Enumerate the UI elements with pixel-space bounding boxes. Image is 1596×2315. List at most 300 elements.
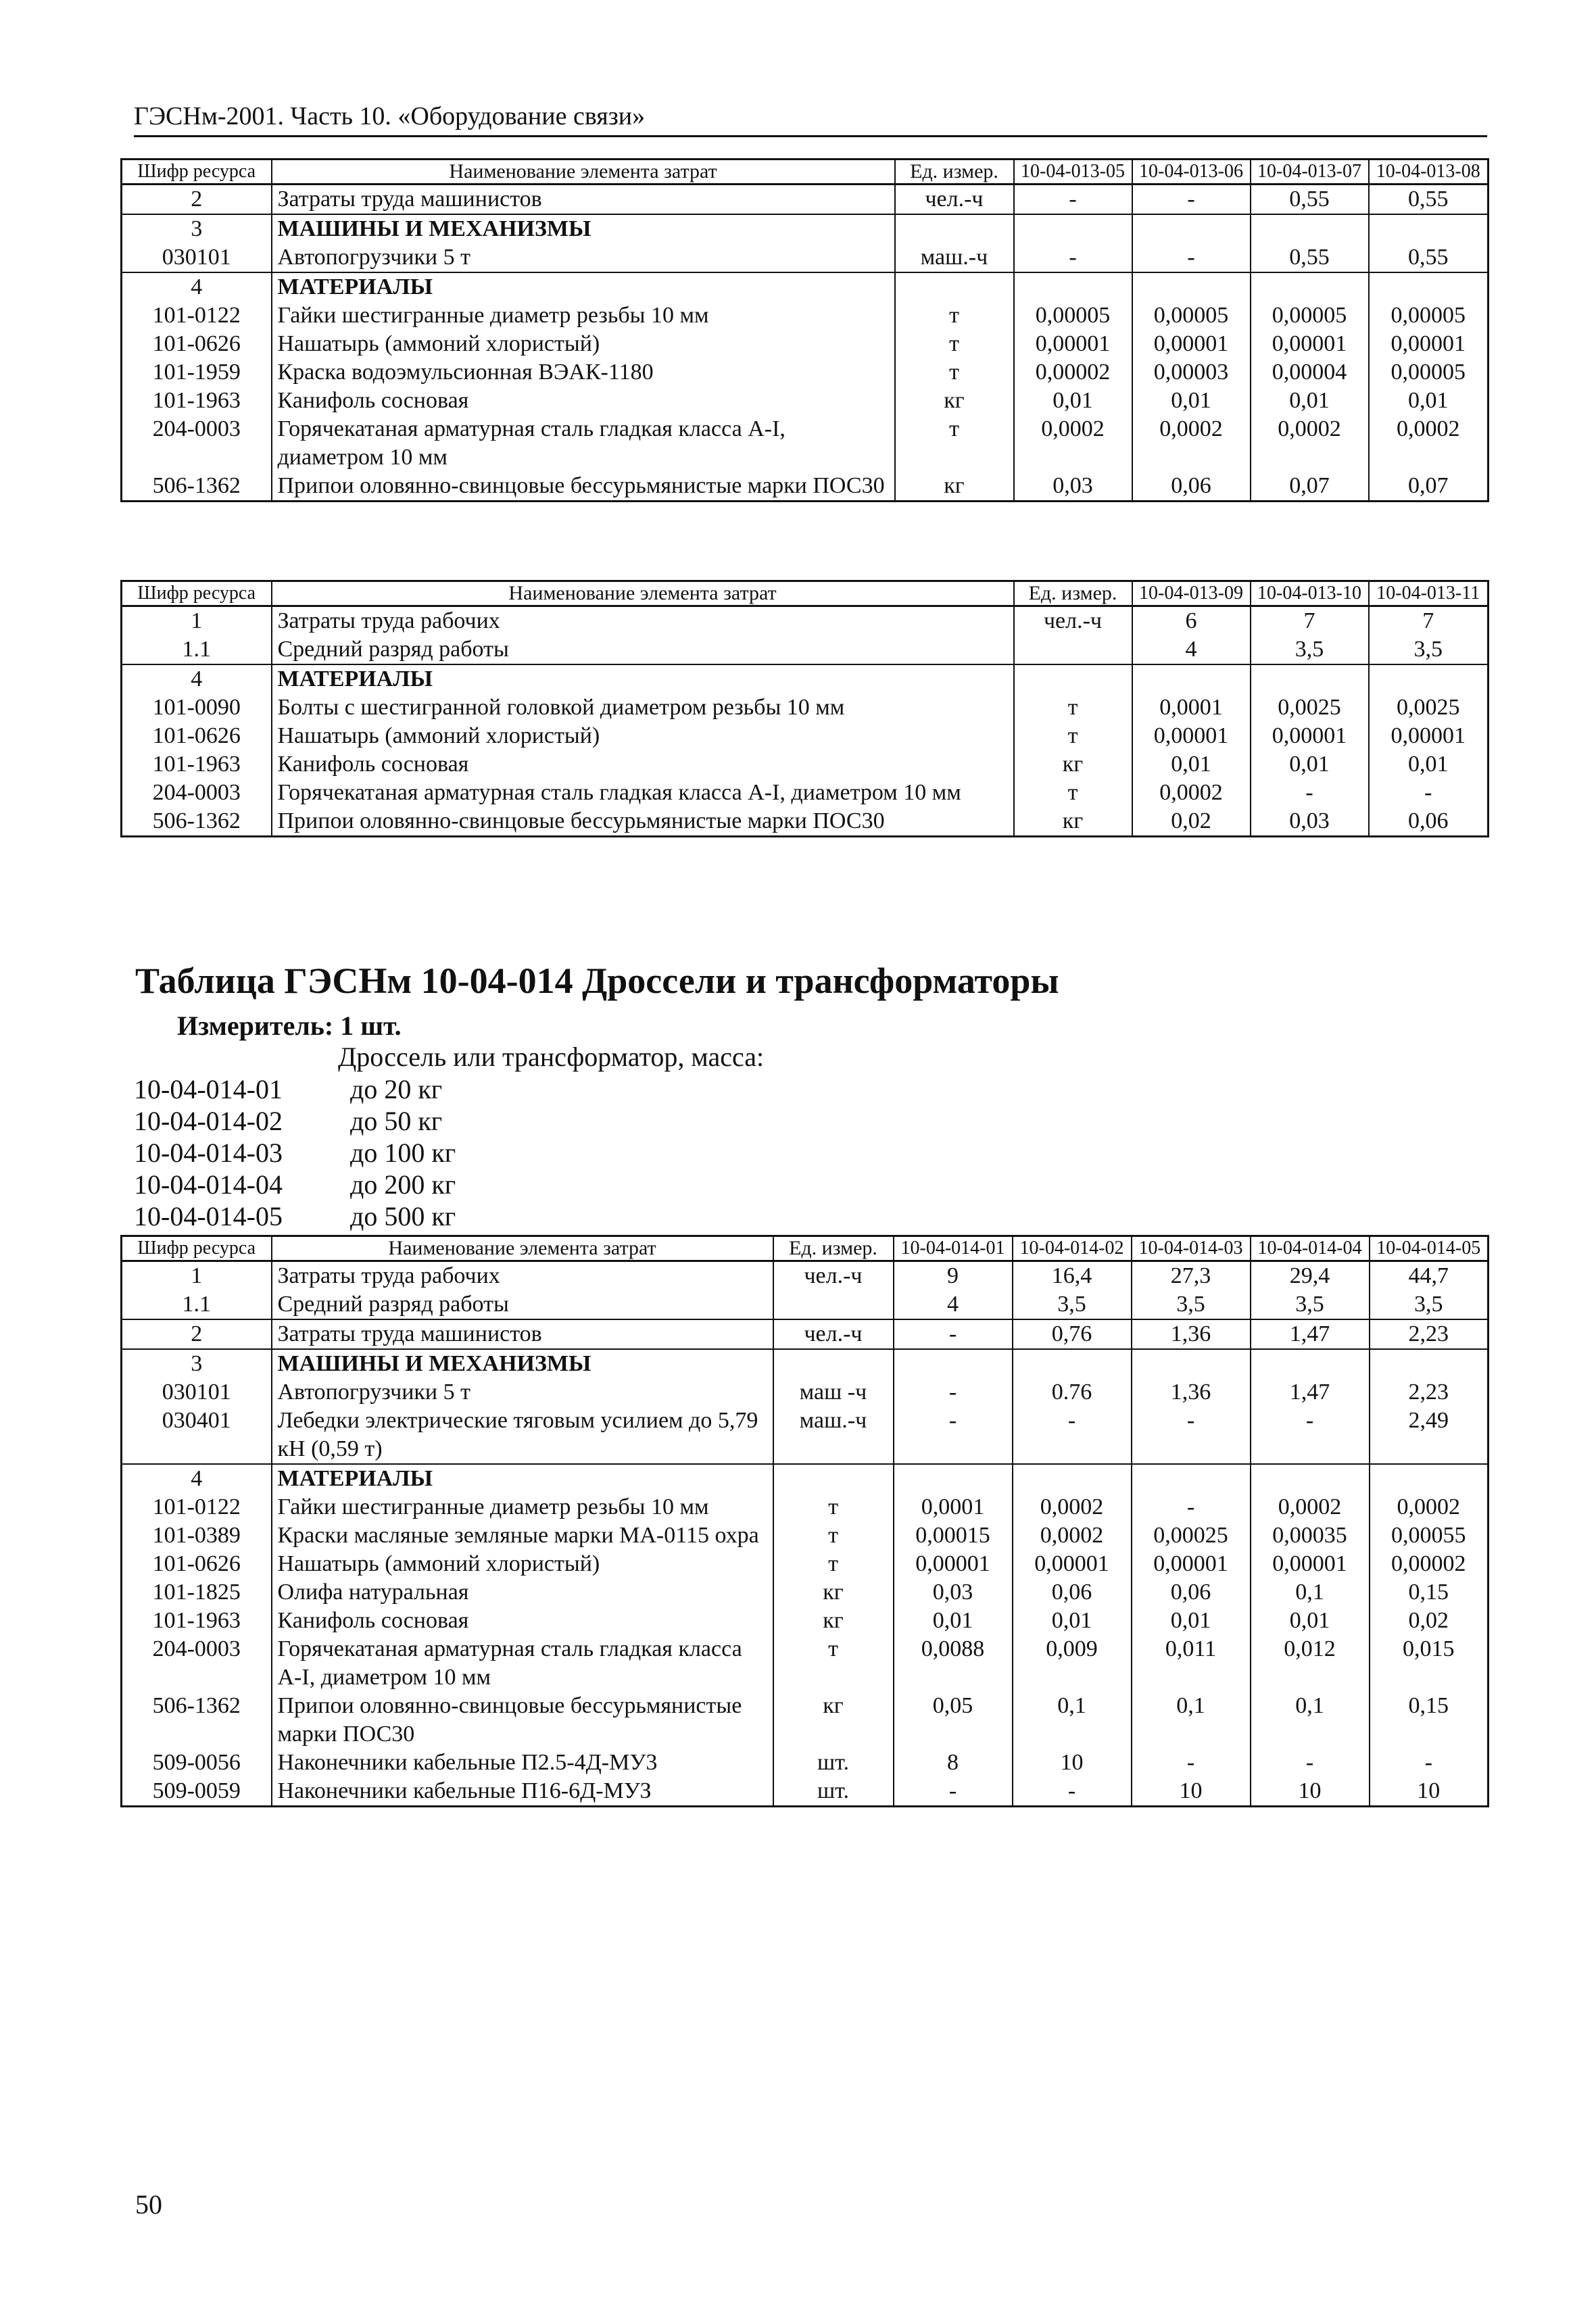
- cell-name: Горячекатаная арматурная сталь гладкая класса А-I, диаметром 10 мм: [272, 779, 1014, 807]
- cell-value: 3,5: [1369, 635, 1489, 664]
- cell-code: 101-0626: [122, 1550, 272, 1578]
- cell-value: -: [1370, 1749, 1489, 1777]
- header-col: 10-04-013-09: [1132, 581, 1251, 606]
- cell-unit: чел.-ч: [773, 1261, 894, 1291]
- cell-unit: т: [1014, 779, 1132, 807]
- cell-unit: [1014, 635, 1132, 664]
- cell-name: Горячекатаная арматурная сталь гладкая класса А-I, диаметром 10 мм: [272, 415, 895, 472]
- cell-value: 3,5: [1370, 1290, 1489, 1319]
- cell-value: 0,06: [1369, 807, 1489, 837]
- table-row: [122, 807, 1489, 837]
- cell-value: 0,76: [1013, 1319, 1132, 1349]
- header-col: 10-04-013-05: [1014, 160, 1132, 185]
- table-row: [122, 185, 1489, 215]
- cell-value: 10: [1370, 1777, 1489, 1807]
- cell-unit: [773, 1349, 894, 1378]
- cell-value: 0,00001: [1251, 1550, 1370, 1578]
- cell-value: 0,0002: [1370, 1493, 1489, 1521]
- header-code: Шифр ресурса: [122, 581, 272, 606]
- cell-name: Гайки шестигранные диаметр резьбы 10 мм: [272, 301, 895, 330]
- cell-value: 0,03: [1014, 472, 1132, 502]
- table-row: [122, 1261, 1489, 1291]
- cell-code: 506-1362: [122, 472, 272, 502]
- cell-name: Краски масляные земляные марки МА-0115 охра: [272, 1521, 773, 1550]
- cell-value: 3,5: [1132, 1290, 1251, 1319]
- cell-value: [1369, 272, 1489, 301]
- cell-value: 0,015: [1370, 1635, 1489, 1692]
- table-row: [122, 1607, 1489, 1635]
- cell-unit: т: [773, 1493, 894, 1521]
- cell-code: 509-0059: [122, 1777, 272, 1807]
- cell-value: 0,00001: [1369, 330, 1489, 358]
- cell-code: 204-0003: [122, 1635, 272, 1692]
- header-col: 10-04-013-11: [1369, 581, 1489, 606]
- cell-value: 0,01: [1132, 1607, 1251, 1635]
- cell-value: 0,00001: [1369, 722, 1489, 750]
- variant-code: 10-04-014-05: [134, 1201, 283, 1232]
- cell-name: Затраты труда машинистов: [272, 185, 895, 215]
- cell-value: 0,0002: [1014, 415, 1132, 472]
- table-row: [122, 1521, 1489, 1550]
- cell-value: 0,1: [1251, 1692, 1370, 1749]
- table-row: [122, 301, 1489, 330]
- table-row: [122, 606, 1489, 636]
- cell-value: 0,1: [1132, 1692, 1251, 1749]
- cell-value: 0,02: [1370, 1607, 1489, 1635]
- variant-desc: до 50 кг: [350, 1106, 443, 1136]
- cell-value: [1251, 664, 1369, 693]
- running-header: ГЭСНм-2001. Часть 10. «Оборудование связи»: [134, 101, 1487, 137]
- cell-value: 10: [1251, 1777, 1370, 1807]
- table-row: [122, 1749, 1489, 1777]
- cell-unit: кг: [1014, 750, 1132, 779]
- cell-value: 0,01: [1251, 387, 1369, 415]
- cell-name: Канифоль сосновая: [272, 1607, 773, 1635]
- cell-value: 0,0088: [894, 1635, 1013, 1692]
- cell-value: [1013, 1349, 1132, 1378]
- cell-value: 0,0025: [1369, 693, 1489, 722]
- cell-value: 3,5: [1013, 1290, 1132, 1319]
- variant-item: [134, 1073, 456, 1105]
- cell-code: 506-1362: [122, 1692, 272, 1749]
- cell-unit: чел.-ч: [1014, 606, 1132, 636]
- cell-code: 101-0626: [122, 722, 272, 750]
- header-col: 10-04-013-10: [1251, 581, 1369, 606]
- cell-name: Канифоль сосновая: [272, 750, 1014, 779]
- cell-value: 0,01: [1251, 750, 1369, 779]
- resource-table-013-09-11: [120, 580, 1489, 837]
- cell-value: 0,00002: [1370, 1550, 1489, 1578]
- cell-value: 0,00001: [1251, 722, 1369, 750]
- header-col: 10-04-014-05: [1370, 1236, 1489, 1261]
- header-col: 10-04-013-07: [1251, 160, 1369, 185]
- cell-code: 030401: [122, 1407, 272, 1464]
- table-row: [122, 1550, 1489, 1578]
- cell-value: 0,01: [1251, 1607, 1370, 1635]
- cell-name: Затраты труда рабочих: [272, 606, 1014, 636]
- cell-value: -: [1132, 185, 1251, 215]
- cell-code: 101-1959: [122, 358, 272, 387]
- cell-unit: [1014, 664, 1132, 693]
- cell-value: 0,15: [1370, 1692, 1489, 1749]
- cell-name: Наконечники кабельные П16-6Д-МУЗ: [272, 1777, 773, 1807]
- cell-value: -: [1013, 1407, 1132, 1464]
- cell-section-name: МАТЕРИАЛЫ: [272, 272, 895, 301]
- cell-name: Автопогрузчики 5 т: [272, 1378, 773, 1407]
- cell-value: 0,0002: [1132, 415, 1251, 472]
- cell-value: [1132, 214, 1251, 243]
- cell-value: 0,00003: [1132, 358, 1251, 387]
- cell-code: 1: [122, 1261, 272, 1291]
- cell-unit: т: [773, 1635, 894, 1692]
- cell-value: 3,5: [1251, 1290, 1370, 1319]
- cell-value: 9: [894, 1261, 1013, 1291]
- header-code: Шифр ресурса: [122, 1236, 272, 1261]
- cell-value: 3,5: [1251, 635, 1369, 664]
- table-row: [122, 214, 1489, 243]
- table-row: [122, 1578, 1489, 1607]
- cell-value: [1369, 214, 1489, 243]
- cell-value: [1132, 272, 1251, 301]
- cell-code: 204-0003: [122, 415, 272, 472]
- cell-value: 0,00002: [1014, 358, 1132, 387]
- cell-unit: [773, 1464, 894, 1493]
- cell-code: 101-0122: [122, 301, 272, 330]
- cell-code: 1.1: [122, 635, 272, 664]
- page-number: 50: [135, 2189, 162, 2220]
- table-row: [122, 387, 1489, 415]
- cell-value: 10: [1132, 1777, 1251, 1807]
- cell-value: 0,00001: [1132, 722, 1251, 750]
- header-col: 10-04-014-02: [1013, 1236, 1132, 1261]
- cell-code: 4: [122, 1464, 272, 1493]
- table-header-row: [122, 581, 1489, 606]
- table-row: [122, 272, 1489, 301]
- header-col: 10-04-013-08: [1369, 160, 1489, 185]
- cell-code: 204-0003: [122, 779, 272, 807]
- header-code: Шифр ресурса: [122, 160, 272, 185]
- cell-section-name: МАТЕРИАЛЫ: [272, 1464, 773, 1493]
- cell-unit: [895, 272, 1014, 301]
- cell-value: 4: [894, 1290, 1013, 1319]
- cell-name: Наконечники кабельные П2.5-4Д-МУ3: [272, 1749, 773, 1777]
- cell-code: 2: [122, 1319, 272, 1349]
- cell-value: 0,01: [1014, 387, 1132, 415]
- cell-unit: маш -ч: [773, 1378, 894, 1407]
- cell-code: 030101: [122, 243, 272, 272]
- variant-item: [134, 1105, 456, 1137]
- cell-value: 0,00005: [1132, 301, 1251, 330]
- cell-value: -: [894, 1407, 1013, 1464]
- variant-code: 10-04-014-01: [134, 1074, 283, 1104]
- cell-name: Автопогрузчики 5 т: [272, 243, 895, 272]
- cell-value: 0,03: [1251, 807, 1369, 837]
- cell-name: Канифоль сосновая: [272, 387, 895, 415]
- cell-value: 2,23: [1370, 1319, 1489, 1349]
- cell-value: 0,0001: [894, 1493, 1013, 1521]
- cell-value: -: [894, 1777, 1013, 1807]
- cell-section-name: МАТЕРИАЛЫ: [272, 664, 1014, 693]
- cell-value: 44,7: [1370, 1261, 1489, 1291]
- cell-value: [1251, 214, 1369, 243]
- cell-value: 0,0001: [1132, 693, 1251, 722]
- table-row: [122, 330, 1489, 358]
- variant-code: 10-04-014-02: [134, 1106, 283, 1136]
- cell-name: Припои оловянно-свинцовые бессурьмянистые марки ПОС30: [272, 472, 895, 502]
- table-row: [122, 1319, 1489, 1349]
- cell-value: -: [1014, 185, 1132, 215]
- cell-value: 0,01: [1132, 750, 1251, 779]
- cell-unit: т: [773, 1550, 894, 1578]
- cell-value: 0,0002: [1251, 1493, 1370, 1521]
- header-name: Наименование элемента затрат: [272, 581, 1014, 606]
- table-row: [122, 243, 1489, 272]
- cell-code: 101-0122: [122, 1493, 272, 1521]
- table-row: [122, 664, 1489, 693]
- cell-value: 0,06: [1132, 472, 1251, 502]
- cell-unit: маш.-ч: [895, 243, 1014, 272]
- cell-value: 0,55: [1369, 185, 1489, 215]
- variant-desc: до 20 кг: [350, 1074, 443, 1104]
- cell-value: 1,47: [1251, 1319, 1370, 1349]
- table-row: [122, 1349, 1489, 1378]
- cell-value: 27,3: [1132, 1261, 1251, 1291]
- table-row: [122, 779, 1489, 807]
- header-name: Наименование элемента затрат: [272, 1236, 773, 1261]
- cell-unit: шт.: [773, 1777, 894, 1807]
- cell-value: 0,00001: [1251, 330, 1369, 358]
- table-row: [122, 1692, 1489, 1749]
- cell-value: 7: [1369, 606, 1489, 636]
- header-col: 10-04-014-01: [894, 1236, 1013, 1261]
- cell-unit: т: [773, 1521, 894, 1550]
- cell-value: 7: [1251, 606, 1369, 636]
- cell-code: 3: [122, 1349, 272, 1378]
- table-row: [122, 472, 1489, 502]
- table-row: [122, 1290, 1489, 1319]
- cell-value: 0,07: [1369, 472, 1489, 502]
- cell-unit: маш.-ч: [773, 1407, 894, 1464]
- cell-value: 0,0002: [1251, 415, 1369, 472]
- cell-value: [1251, 272, 1369, 301]
- cell-value: 0,00005: [1369, 301, 1489, 330]
- table-row: [122, 1777, 1489, 1807]
- cell-unit: шт.: [773, 1749, 894, 1777]
- section-title: Таблица ГЭСНм 10-04-014 Дроссели и трансформаторы: [135, 960, 1059, 1001]
- cell-value: 0,0002: [1013, 1521, 1132, 1550]
- cell-value: 10: [1013, 1749, 1132, 1777]
- cell-value: 0,05: [894, 1692, 1013, 1749]
- cell-value: -: [1132, 243, 1251, 272]
- variant-desc: до 100 кг: [350, 1138, 456, 1168]
- cell-value: [1369, 664, 1489, 693]
- cell-value: 0,00001: [1013, 1550, 1132, 1578]
- cell-value: 0,55: [1369, 243, 1489, 272]
- cell-value: 0,012: [1251, 1635, 1370, 1692]
- cell-value: -: [1251, 1407, 1370, 1464]
- cell-value: 4: [1132, 635, 1251, 664]
- cell-value: 0,00005: [1014, 301, 1132, 330]
- cell-value: 0,01: [1013, 1607, 1132, 1635]
- cell-unit: кг: [895, 387, 1014, 415]
- cell-value: 0,00025: [1132, 1521, 1251, 1550]
- cell-value: 0,01: [1132, 387, 1251, 415]
- cell-name: Нашатырь (аммоний хлористый): [272, 330, 895, 358]
- header-name: Наименование элемента затрат: [272, 160, 895, 185]
- cell-name: Припои оловянно-свинцовые бессурьмянистые марки ПОС30: [272, 807, 1014, 837]
- variant-item: [134, 1200, 456, 1232]
- cell-code: 101-0090: [122, 693, 272, 722]
- cell-unit: т: [1014, 693, 1132, 722]
- cell-value: 0,01: [1369, 387, 1489, 415]
- table-row: [122, 1464, 1489, 1493]
- cell-value: 0,00001: [1132, 1550, 1251, 1578]
- cell-unit: [895, 214, 1014, 243]
- cell-value: 0,00001: [1014, 330, 1132, 358]
- cell-value: 1,36: [1132, 1378, 1251, 1407]
- cell-name: Затраты труда машинистов: [272, 1319, 773, 1349]
- table-header-row: [122, 160, 1489, 185]
- cell-value: 6: [1132, 606, 1251, 636]
- cell-value: 0,03: [894, 1578, 1013, 1607]
- cell-value: -: [1014, 243, 1132, 272]
- cell-value: 0,55: [1251, 243, 1369, 272]
- table-row: [122, 1493, 1489, 1521]
- cell-name: Нашатырь (аммоний хлористый): [272, 1550, 773, 1578]
- cell-value: 0,00004: [1251, 358, 1369, 387]
- cell-value: -: [1132, 1407, 1251, 1464]
- cell-value: 0,0002: [1132, 779, 1251, 807]
- cell-value: -: [1013, 1777, 1132, 1807]
- cell-value: 0,00001: [1132, 330, 1251, 358]
- cell-name: Припои оловянно-свинцовые бессурьмянистые марки ПОС30: [272, 1692, 773, 1749]
- cell-value: [1013, 1464, 1132, 1493]
- cell-value: 0,01: [1369, 750, 1489, 779]
- cell-code: 3: [122, 214, 272, 243]
- cell-unit: кг: [773, 1578, 894, 1607]
- cell-value: [1014, 214, 1132, 243]
- cell-unit: т: [895, 358, 1014, 387]
- cell-value: 0,00005: [1369, 358, 1489, 387]
- cell-unit: кг: [773, 1607, 894, 1635]
- cell-value: -: [1369, 779, 1489, 807]
- cell-value: 0,15: [1370, 1578, 1489, 1607]
- cell-value: 2,49: [1370, 1407, 1489, 1464]
- cell-code: 101-1825: [122, 1578, 272, 1607]
- cell-value: 16,4: [1013, 1261, 1132, 1291]
- cell-value: 29,4: [1251, 1261, 1370, 1291]
- cell-name: Затраты труда рабочих: [272, 1261, 773, 1291]
- cell-value: 0,00005: [1251, 301, 1369, 330]
- cell-name: Болты с шестигранной головкой диаметром резьбы 10 мм: [272, 693, 1014, 722]
- cell-value: 2,23: [1370, 1378, 1489, 1407]
- cell-name: Нашатырь (аммоний хлористый): [272, 722, 1014, 750]
- table-header-row: [122, 1236, 1489, 1261]
- cell-value: [894, 1464, 1013, 1493]
- header-unit: Ед. измер.: [773, 1236, 894, 1261]
- table-row: [122, 1635, 1489, 1692]
- cell-value: 0,0002: [1013, 1493, 1132, 1521]
- cell-value: -: [1251, 1749, 1370, 1777]
- cell-unit: чел.-ч: [895, 185, 1014, 215]
- table-row: [122, 358, 1489, 387]
- table-row: [122, 1378, 1489, 1407]
- cell-value: 0,00001: [894, 1550, 1013, 1578]
- cell-name: Гайки шестигранные диаметр резьбы 10 мм: [272, 1493, 773, 1521]
- header-col: 10-04-013-06: [1132, 160, 1251, 185]
- cell-name: Олифа натуральная: [272, 1578, 773, 1607]
- cell-name: Средний разряд работы: [272, 1290, 773, 1319]
- measure-unit: Измеритель: 1 шт.: [177, 1010, 402, 1041]
- cell-code: 1.1: [122, 1290, 272, 1319]
- table-row: [122, 1407, 1489, 1464]
- variant-desc: до 200 кг: [350, 1169, 456, 1200]
- cell-section-name: МАШИНЫ И МЕХАНИЗМЫ: [272, 1349, 773, 1378]
- cell-value: 0,00055: [1370, 1521, 1489, 1550]
- cell-value: 0,1: [1013, 1692, 1132, 1749]
- cell-code: 101-1963: [122, 387, 272, 415]
- cell-unit: кг: [1014, 807, 1132, 837]
- cell-name: Горячекатаная арматурная сталь гладкая класса А-I, диаметром 10 мм: [272, 1635, 773, 1692]
- cell-code: 101-0626: [122, 330, 272, 358]
- cell-code: 4: [122, 272, 272, 301]
- resource-table-013-05-08: [120, 158, 1489, 502]
- variant-code: 10-04-014-03: [134, 1138, 283, 1168]
- cell-value: 0,06: [1132, 1578, 1251, 1607]
- cell-value: 1,36: [1132, 1319, 1251, 1349]
- cell-value: [1370, 1464, 1489, 1493]
- cell-value: 0,00015: [894, 1521, 1013, 1550]
- cell-value: -: [1132, 1493, 1251, 1521]
- variants-list: [134, 1073, 456, 1232]
- cell-value: [894, 1349, 1013, 1378]
- header-unit: Ед. измер.: [1014, 581, 1132, 606]
- cell-value: 0,0002: [1369, 415, 1489, 472]
- cell-value: [1014, 272, 1132, 301]
- header-unit: Ед. измер.: [895, 160, 1014, 185]
- table-row: [122, 693, 1489, 722]
- cell-value: 1,47: [1251, 1378, 1370, 1407]
- cell-value: [1251, 1349, 1370, 1378]
- cell-value: 0,0025: [1251, 693, 1369, 722]
- cell-section-name: МАШИНЫ И МЕХАНИЗМЫ: [272, 214, 895, 243]
- cell-code: 101-1963: [122, 1607, 272, 1635]
- header-col: 10-04-014-03: [1132, 1236, 1251, 1261]
- cell-value: 0,02: [1132, 807, 1251, 837]
- cell-value: [1370, 1349, 1489, 1378]
- cell-value: 0,00035: [1251, 1521, 1370, 1550]
- cell-unit: чел.-ч: [773, 1319, 894, 1349]
- cell-code: 101-1963: [122, 750, 272, 779]
- cell-value: [1132, 1464, 1251, 1493]
- cell-code: 506-1362: [122, 807, 272, 837]
- resource-table-014: [120, 1235, 1489, 1807]
- cell-code: 101-0389: [122, 1521, 272, 1550]
- cell-unit: т: [895, 301, 1014, 330]
- variant-desc: до 500 кг: [350, 1201, 456, 1232]
- cell-value: 0,55: [1251, 185, 1369, 215]
- table-row: [122, 635, 1489, 664]
- cell-value: 8: [894, 1749, 1013, 1777]
- cell-name: Средний разряд работы: [272, 635, 1014, 664]
- cell-value: [1132, 664, 1251, 693]
- cell-value: -: [1132, 1749, 1251, 1777]
- cell-name: Лебедки электрические тяговым усилием до 5,79 кН (0,59 т): [272, 1407, 773, 1464]
- cell-value: 0,01: [894, 1607, 1013, 1635]
- cell-value: 0,07: [1251, 472, 1369, 502]
- table-row: [122, 722, 1489, 750]
- cell-value: -: [1251, 779, 1369, 807]
